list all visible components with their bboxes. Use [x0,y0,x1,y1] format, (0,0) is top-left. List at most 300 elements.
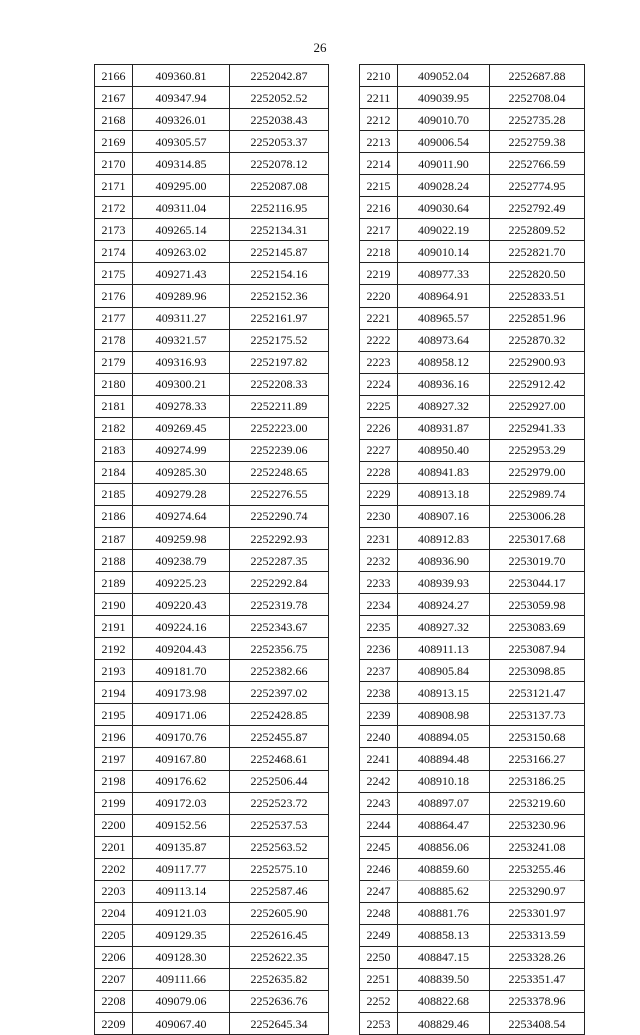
point-number-cell: 2250 [360,946,398,968]
table-row [95,968,329,990]
y-coordinate-cell: 2253408.54 [490,1013,585,1035]
point-number-cell: 2251 [360,968,398,990]
table-row [95,704,329,726]
table-row [95,726,329,748]
x-coordinate-cell: 409269.45 [133,417,230,439]
point-number-cell: 2176 [95,285,133,307]
point-number-cell: 2195 [95,704,133,726]
y-coordinate-cell: 2252175.52 [230,329,329,351]
y-coordinate-cell: 2252708.04 [490,87,585,109]
point-number-cell: 2232 [360,550,398,572]
table-row [95,660,329,682]
y-coordinate-cell: 2253006.28 [490,505,585,527]
point-number-cell: 2200 [95,814,133,836]
point-number-cell: 2166 [95,65,133,87]
point-number-cell: 2212 [360,109,398,131]
y-coordinate-cell: 2253313.59 [490,924,585,946]
y-coordinate-cell: 2252735.28 [490,109,585,131]
point-number-cell: 2245 [360,836,398,858]
y-coordinate-cell: 2253230.96 [490,814,585,836]
x-coordinate-cell: 408885.62 [398,880,490,902]
x-coordinate-cell: 409224.16 [133,616,230,638]
y-coordinate-cell: 2252290.74 [230,505,329,527]
table-row [360,329,585,351]
point-number-cell: 2213 [360,131,398,153]
point-number-cell: 2186 [95,505,133,527]
point-number-cell: 2221 [360,307,398,329]
y-coordinate-cell: 2252042.87 [230,65,329,87]
x-coordinate-cell: 409300.21 [133,373,230,395]
table-row [360,241,585,263]
point-number-cell: 2167 [95,87,133,109]
table-row [360,594,585,616]
x-coordinate-cell: 408958.12 [398,351,490,373]
y-coordinate-cell: 2252292.84 [230,572,329,594]
table-row [95,87,329,109]
x-coordinate-cell: 409347.94 [133,87,230,109]
y-coordinate-cell: 2252792.49 [490,197,585,219]
x-coordinate-cell: 409121.03 [133,902,230,924]
point-number-cell: 2228 [360,461,398,483]
y-coordinate-cell: 2252687.88 [490,65,585,87]
x-coordinate-cell: 409326.01 [133,109,230,131]
point-number-cell: 2187 [95,527,133,549]
y-coordinate-cell: 2252468.61 [230,748,329,770]
point-number-cell: 2184 [95,461,133,483]
x-coordinate-cell: 408911.13 [398,638,490,660]
point-number-cell: 2181 [95,395,133,417]
x-coordinate-cell: 408977.33 [398,263,490,285]
y-coordinate-cell: 2253186.25 [490,770,585,792]
table-row [95,792,329,814]
x-coordinate-cell: 409274.64 [133,505,230,527]
point-number-cell: 2205 [95,924,133,946]
x-coordinate-cell: 408913.18 [398,483,490,505]
point-number-cell: 2242 [360,770,398,792]
x-coordinate-cell: 408864.47 [398,814,490,836]
x-coordinate-cell: 408927.32 [398,616,490,638]
y-coordinate-cell: 2252809.52 [490,219,585,241]
y-coordinate-cell: 2252287.35 [230,550,329,572]
y-coordinate-cell: 2252851.96 [490,307,585,329]
y-coordinate-cell: 2252239.06 [230,439,329,461]
point-number-cell: 2179 [95,351,133,373]
x-coordinate-cell: 409111.66 [133,968,230,990]
table-row [95,550,329,572]
point-number-cell: 2192 [95,638,133,660]
table-row [360,1013,585,1035]
y-coordinate-cell: 2253098.85 [490,660,585,682]
point-number-cell: 2231 [360,527,398,549]
x-coordinate-cell: 409271.43 [133,263,230,285]
x-coordinate-cell: 409171.06 [133,704,230,726]
point-number-cell: 2207 [95,968,133,990]
table-row [360,836,585,858]
y-coordinate-cell: 2252766.59 [490,153,585,175]
x-coordinate-cell: 409135.87 [133,836,230,858]
table-row [95,1013,329,1035]
x-coordinate-cell: 408924.27 [398,594,490,616]
x-coordinate-cell: 409010.70 [398,109,490,131]
y-coordinate-cell: 2252078.12 [230,153,329,175]
x-coordinate-cell: 409305.57 [133,131,230,153]
table-row [360,175,585,197]
point-number-cell: 2224 [360,373,398,395]
y-coordinate-cell: 2252616.45 [230,924,329,946]
y-coordinate-cell: 2252382.66 [230,660,329,682]
table-row [95,329,329,351]
table-row [360,527,585,549]
table-row [95,109,329,131]
y-coordinate-cell: 2252223.00 [230,417,329,439]
x-coordinate-cell: 409117.77 [133,858,230,880]
y-coordinate-cell: 2252537.53 [230,814,329,836]
table-row [95,990,329,1012]
y-coordinate-cell: 2252759.38 [490,131,585,153]
y-coordinate-cell: 2252428.85 [230,704,329,726]
y-coordinate-cell: 2252870.32 [490,329,585,351]
point-number-cell: 2210 [360,65,398,87]
point-number-cell: 2189 [95,572,133,594]
x-coordinate-cell: 408847.15 [398,946,490,968]
point-number-cell: 2223 [360,351,398,373]
x-coordinate-cell: 408941.83 [398,461,490,483]
x-coordinate-cell: 408858.13 [398,924,490,946]
x-coordinate-cell: 409167.80 [133,748,230,770]
table-row [95,505,329,527]
table-row [360,285,585,307]
y-coordinate-cell: 2252635.82 [230,968,329,990]
y-coordinate-cell: 2252248.65 [230,461,329,483]
point-number-cell: 2191 [95,616,133,638]
y-coordinate-cell: 2252820.50 [490,263,585,285]
x-coordinate-cell: 409172.03 [133,792,230,814]
point-number-cell: 2244 [360,814,398,836]
y-coordinate-cell: 2252087.08 [230,175,329,197]
x-coordinate-cell: 409170.76 [133,726,230,748]
y-coordinate-cell: 2252953.29 [490,439,585,461]
y-coordinate-cell: 2252506.44 [230,770,329,792]
table-row [360,131,585,153]
table-row [95,241,329,263]
point-number-cell: 2170 [95,153,133,175]
y-coordinate-cell: 2252455.87 [230,726,329,748]
x-coordinate-cell: 408859.60 [398,858,490,880]
table-row [95,594,329,616]
x-coordinate-cell: 408856.06 [398,836,490,858]
table-row [95,285,329,307]
point-number-cell: 2222 [360,329,398,351]
y-coordinate-cell: 2252161.97 [230,307,329,329]
x-coordinate-cell: 409028.24 [398,175,490,197]
point-number-cell: 2215 [360,175,398,197]
y-coordinate-cell: 2252343.67 [230,616,329,638]
y-coordinate-cell: 2252145.87 [230,241,329,263]
y-coordinate-cell: 2253255.46 [490,858,585,880]
y-coordinate-cell: 2252152.36 [230,285,329,307]
point-number-cell: 2174 [95,241,133,263]
table-row [95,880,329,902]
point-number-cell: 2193 [95,660,133,682]
x-coordinate-cell: 408897.07 [398,792,490,814]
x-coordinate-cell: 408822.68 [398,990,490,1012]
x-coordinate-cell: 409225.23 [133,572,230,594]
table-row [360,109,585,131]
point-number-cell: 2235 [360,616,398,638]
table-row [95,770,329,792]
x-coordinate-cell: 409321.57 [133,329,230,351]
table-row [95,263,329,285]
x-coordinate-cell: 409285.30 [133,461,230,483]
table-row [360,395,585,417]
y-coordinate-cell: 2252523.72 [230,792,329,814]
y-coordinate-cell: 2252563.52 [230,836,329,858]
y-coordinate-cell: 2252154.16 [230,263,329,285]
x-coordinate-cell: 408965.57 [398,307,490,329]
point-number-cell: 2208 [95,990,133,1012]
y-coordinate-cell: 2252211.89 [230,395,329,417]
y-coordinate-cell: 2253121.47 [490,682,585,704]
point-number-cell: 2171 [95,175,133,197]
point-number-cell: 2194 [95,682,133,704]
x-coordinate-cell: 409152.56 [133,814,230,836]
y-coordinate-cell: 2252397.02 [230,682,329,704]
table-row [95,131,329,153]
point-number-cell: 2203 [95,880,133,902]
x-coordinate-cell: 409314.85 [133,153,230,175]
x-coordinate-cell: 409316.93 [133,351,230,373]
table-row [95,616,329,638]
y-coordinate-cell: 2252587.46 [230,880,329,902]
table-row [95,65,329,87]
y-coordinate-cell: 2253044.17 [490,572,585,594]
x-coordinate-cell: 408931.87 [398,417,490,439]
table-row [360,351,585,373]
y-coordinate-cell: 2252276.55 [230,483,329,505]
y-coordinate-cell: 2252636.76 [230,990,329,1012]
x-coordinate-cell: 408881.76 [398,902,490,924]
y-coordinate-cell: 2252821.70 [490,241,585,263]
table-row [360,65,585,87]
y-coordinate-cell: 2252116.95 [230,197,329,219]
point-number-cell: 2178 [95,329,133,351]
y-coordinate-cell: 2252356.75 [230,638,329,660]
point-number-cell: 2247 [360,880,398,902]
x-coordinate-cell: 409181.70 [133,660,230,682]
point-number-cell: 2214 [360,153,398,175]
point-number-cell: 2168 [95,109,133,131]
point-number-cell: 2211 [360,87,398,109]
table-row [360,572,585,594]
table-row [360,638,585,660]
x-coordinate-cell: 408894.48 [398,748,490,770]
point-number-cell: 2246 [360,858,398,880]
point-number-cell: 2219 [360,263,398,285]
point-number-cell: 2239 [360,704,398,726]
table-row [95,439,329,461]
table-row [360,770,585,792]
point-number-cell: 2201 [95,836,133,858]
x-coordinate-cell: 409204.43 [133,638,230,660]
point-number-cell: 2216 [360,197,398,219]
table-row [95,748,329,770]
y-coordinate-cell: 2253378.96 [490,990,585,1012]
point-number-cell: 2173 [95,219,133,241]
table-row [95,638,329,660]
x-coordinate-cell: 409052.04 [398,65,490,87]
point-number-cell: 2252 [360,990,398,1012]
y-coordinate-cell: 2252912.42 [490,373,585,395]
y-coordinate-cell: 2252774.95 [490,175,585,197]
x-coordinate-cell: 409263.02 [133,241,230,263]
table-row [360,704,585,726]
point-number-cell: 2180 [95,373,133,395]
y-coordinate-cell: 2253059.98 [490,594,585,616]
x-coordinate-cell: 409311.27 [133,307,230,329]
table-row [360,219,585,241]
x-coordinate-cell: 408912.83 [398,527,490,549]
table-row [360,682,585,704]
x-coordinate-cell: 409259.98 [133,527,230,549]
x-coordinate-cell: 408927.32 [398,395,490,417]
table-row [360,792,585,814]
point-number-cell: 2238 [360,682,398,704]
point-number-cell: 2197 [95,748,133,770]
table-row [360,814,585,836]
table-row [360,726,585,748]
point-number-cell: 2234 [360,594,398,616]
point-number-cell: 2220 [360,285,398,307]
y-coordinate-cell: 2253166.27 [490,748,585,770]
table-row [360,616,585,638]
x-coordinate-cell: 409011.90 [398,153,490,175]
footer-divider [380,880,580,881]
x-coordinate-cell: 409238.79 [133,550,230,572]
y-coordinate-cell: 2253019.70 [490,550,585,572]
coordinates-table-left [94,64,329,1035]
x-coordinate-cell: 409128.30 [133,946,230,968]
table-row [95,527,329,549]
x-coordinate-cell: 409295.00 [133,175,230,197]
point-number-cell: 2229 [360,483,398,505]
table-row [360,505,585,527]
table-row [95,682,329,704]
point-number-cell: 2188 [95,550,133,572]
table-row [360,660,585,682]
table-row [360,263,585,285]
x-coordinate-cell: 409274.99 [133,439,230,461]
y-coordinate-cell: 2253017.68 [490,527,585,549]
table-row [360,902,585,924]
table-row [95,836,329,858]
x-coordinate-cell: 409278.33 [133,395,230,417]
point-number-cell: 2185 [95,483,133,505]
point-number-cell: 2196 [95,726,133,748]
table-row [360,946,585,968]
x-coordinate-cell: 408973.64 [398,329,490,351]
x-coordinate-cell: 408910.18 [398,770,490,792]
point-number-cell: 2248 [360,902,398,924]
x-coordinate-cell: 409010.14 [398,241,490,263]
table-row [360,197,585,219]
y-coordinate-cell: 2252208.33 [230,373,329,395]
table-row [95,153,329,175]
point-number-cell: 2198 [95,770,133,792]
table-row [360,550,585,572]
point-number-cell: 2209 [95,1013,133,1035]
y-coordinate-cell: 2252989.74 [490,483,585,505]
x-coordinate-cell: 409022.19 [398,219,490,241]
point-number-cell: 2218 [360,241,398,263]
point-number-cell: 2206 [95,946,133,968]
y-coordinate-cell: 2252575.10 [230,858,329,880]
table-row [95,373,329,395]
y-coordinate-cell: 2253351.47 [490,968,585,990]
point-number-cell: 2225 [360,395,398,417]
y-coordinate-cell: 2252038.43 [230,109,329,131]
y-coordinate-cell: 2252134.31 [230,219,329,241]
table-row [360,858,585,880]
page-number: 26 [313,40,327,55]
table-row [360,87,585,109]
x-coordinate-cell: 408905.84 [398,660,490,682]
table-row [360,461,585,483]
x-coordinate-cell: 408907.16 [398,505,490,527]
x-coordinate-cell: 409030.64 [398,197,490,219]
point-number-cell: 2227 [360,439,398,461]
table-row [95,395,329,417]
y-coordinate-cell: 2253328.26 [490,946,585,968]
y-coordinate-cell: 2252979.00 [490,461,585,483]
y-coordinate-cell: 2252622.35 [230,946,329,968]
point-number-cell: 2241 [360,748,398,770]
point-number-cell: 2169 [95,131,133,153]
x-coordinate-cell: 409113.14 [133,880,230,902]
point-number-cell: 2199 [95,792,133,814]
x-coordinate-cell: 408913.15 [398,682,490,704]
x-coordinate-cell: 409176.62 [133,770,230,792]
y-coordinate-cell: 2252319.78 [230,594,329,616]
point-number-cell: 2236 [360,638,398,660]
table-row [95,219,329,241]
table-row [360,880,585,902]
table-row [95,307,329,329]
x-coordinate-cell: 409360.81 [133,65,230,87]
x-coordinate-cell: 409279.28 [133,483,230,505]
x-coordinate-cell: 409129.35 [133,924,230,946]
y-coordinate-cell: 2252941.33 [490,417,585,439]
table-row [360,924,585,946]
y-coordinate-cell: 2252833.51 [490,285,585,307]
point-number-cell: 2226 [360,417,398,439]
x-coordinate-cell: 408939.93 [398,572,490,594]
x-coordinate-cell: 408894.05 [398,726,490,748]
x-coordinate-cell: 408908.98 [398,704,490,726]
point-number-cell: 2202 [95,858,133,880]
table-row [95,197,329,219]
y-coordinate-cell: 2253083.69 [490,616,585,638]
table-row [360,968,585,990]
x-coordinate-cell: 409265.14 [133,219,230,241]
table-row [95,417,329,439]
x-coordinate-cell: 409006.54 [398,131,490,153]
x-coordinate-cell: 408829.46 [398,1013,490,1035]
y-coordinate-cell: 2252292.93 [230,527,329,549]
y-coordinate-cell: 2253219.60 [490,792,585,814]
x-coordinate-cell: 408936.16 [398,373,490,395]
y-coordinate-cell: 2252053.37 [230,131,329,153]
table-row [95,175,329,197]
